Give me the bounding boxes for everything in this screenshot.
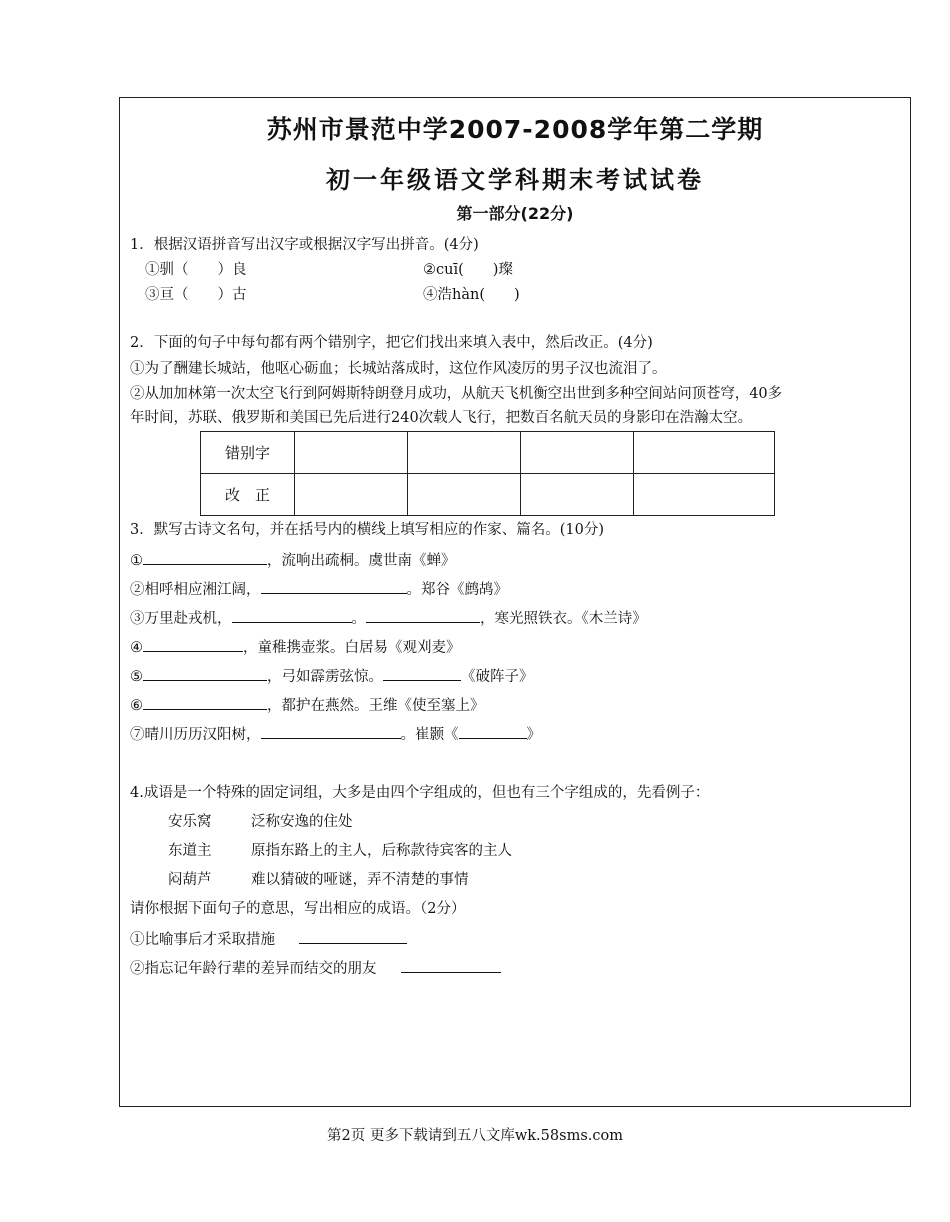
answer-blank[interactable] bbox=[459, 723, 527, 739]
q1-item-a: ①驯（ ）良 bbox=[145, 262, 247, 278]
page-footer: 第2页 更多下载请到五八文库wk.58sms.com bbox=[327, 1128, 623, 1144]
q3-line-6 bbox=[130, 694, 485, 716]
line-text: ，流响出疏桐。虞世南《蝉》 bbox=[267, 553, 456, 569]
line-text: ①比喻事后才采取措施 bbox=[130, 932, 275, 948]
line-text: 。崔颢《 bbox=[400, 727, 459, 743]
idiom-example-meaning: 原指东路上的主人，后称款待宾客的主人 bbox=[251, 843, 512, 859]
line-text: ，弓如霹雳弦惊。 bbox=[267, 669, 383, 685]
q2-sentence-2a: ②从加加林第一次太空飞行到阿姆斯特朗登月成功，从航天飞机衡空出世到多种空间站问顶苍穹，40多 bbox=[130, 386, 782, 402]
exam-paper-title: 初一年级语文学科期末考试试卷 bbox=[326, 166, 704, 194]
q3-line-5 bbox=[130, 665, 534, 687]
line-text: ②指忘记年龄行辈的差异而结交的朋友 bbox=[130, 961, 377, 977]
table-label-errors: 错别字 bbox=[201, 432, 295, 474]
q3-line-1 bbox=[130, 549, 456, 571]
answer-blank[interactable] bbox=[143, 636, 243, 652]
line-text: ②相呼相应湘江阔， bbox=[130, 582, 261, 598]
idiom-example-meaning: 泛称安逸的住处 bbox=[251, 814, 353, 830]
line-text: ① bbox=[130, 553, 143, 569]
line-text: 。 bbox=[351, 611, 366, 627]
answer-blank[interactable] bbox=[366, 607, 480, 623]
answer-blank[interactable] bbox=[299, 928, 407, 944]
q3-line-7 bbox=[130, 723, 541, 745]
line-text: 》 bbox=[526, 727, 541, 743]
answer-blank[interactable] bbox=[143, 694, 267, 710]
q3-line-4 bbox=[130, 636, 461, 658]
answer-blank[interactable] bbox=[401, 957, 501, 973]
line-text: ，童稚携壶浆。白居易《观刈麦》 bbox=[243, 640, 461, 656]
table-cell[interactable] bbox=[634, 432, 775, 474]
table-row bbox=[201, 474, 775, 516]
q2-prompt: 2．下面的句子中每句都有两个错别字，把它们找出来填入表中，然后改正。(4分) bbox=[130, 335, 653, 351]
line-text: ④ bbox=[130, 640, 143, 656]
table-cell[interactable] bbox=[408, 432, 521, 474]
q3-line-2 bbox=[130, 578, 508, 600]
answer-blank[interactable] bbox=[232, 607, 352, 623]
table-cell[interactable] bbox=[295, 474, 408, 516]
line-text: ，寒光照铁衣。《木兰诗》 bbox=[480, 611, 647, 627]
table-cell[interactable] bbox=[634, 474, 775, 516]
line-text: ⑥ bbox=[130, 698, 143, 714]
q1-item-d: ④浩hàn( ) bbox=[423, 287, 520, 303]
table-row bbox=[201, 432, 775, 474]
q3-line-3 bbox=[130, 607, 647, 629]
table-cell[interactable] bbox=[521, 474, 634, 516]
idiom-example-word: 安乐窝 bbox=[168, 814, 212, 830]
table-cell[interactable] bbox=[295, 432, 408, 474]
line-text: ③万里赴戎机， bbox=[130, 611, 232, 627]
idiom-example-meaning: 难以猜破的哑谜，弄不清楚的事情 bbox=[251, 872, 469, 888]
answer-blank[interactable] bbox=[383, 665, 461, 681]
table-label-corrections: 改 正 bbox=[201, 474, 295, 516]
answer-blank[interactable] bbox=[261, 578, 407, 594]
line-text: 《破阵子》 bbox=[461, 669, 534, 685]
idiom-example-word: 闷葫芦 bbox=[168, 872, 212, 888]
q4-item-2 bbox=[130, 957, 501, 979]
idiom-example-word: 东道主 bbox=[168, 843, 212, 859]
answer-blank[interactable] bbox=[143, 665, 267, 681]
exam-page-frame bbox=[119, 97, 911, 1107]
part-heading: 第一部分(22分) bbox=[456, 204, 574, 223]
error-correction-table bbox=[200, 431, 775, 516]
q1-item-b: ②cuī( )璨 bbox=[423, 262, 513, 278]
q1-item-c: ③亘（ ）古 bbox=[145, 287, 247, 303]
q2-sentence-2b: 年时间，苏联、俄罗斯和美国已先后进行240次载人飞行，把数百名航天员的身影印在浩瀚太空。 bbox=[130, 410, 753, 426]
table-cell[interactable] bbox=[521, 432, 634, 474]
line-text: ⑤ bbox=[130, 669, 143, 685]
line-text: ，都护在燕然。王维《使至塞上》 bbox=[267, 698, 485, 714]
q2-sentence-1: ①为了酬建长城站，他呕心砺血；长城站落成时，这位作风凌厉的男子汉也流泪了。 bbox=[130, 361, 667, 377]
exam-school-title: 苏州市景范中学2007-2008学年第二学期 bbox=[266, 115, 764, 144]
q3-prompt: 3．默写古诗文名句，并在括号内的横线上填写相应的作家、篇名。(10分) bbox=[130, 522, 604, 538]
answer-blank[interactable] bbox=[261, 723, 401, 739]
q4-prompt: 4.成语是一个特殊的固定词组，大多是由四个字组成的，但也有三个字组成的，先看例子： bbox=[130, 785, 710, 801]
q4-item-1 bbox=[130, 928, 407, 950]
line-text: 。郑谷《鹧鸪》 bbox=[406, 582, 508, 598]
line-text: ⑦晴川历历汉阳树， bbox=[130, 727, 261, 743]
answer-blank[interactable] bbox=[143, 549, 267, 565]
q4-instruction: 请你根据下面句子的意思，写出相应的成语。（2分） bbox=[130, 901, 466, 917]
table-cell[interactable] bbox=[408, 474, 521, 516]
q1-prompt: 1．根据汉语拼音写出汉字或根据汉字写出拼音。(4分) bbox=[130, 237, 479, 253]
